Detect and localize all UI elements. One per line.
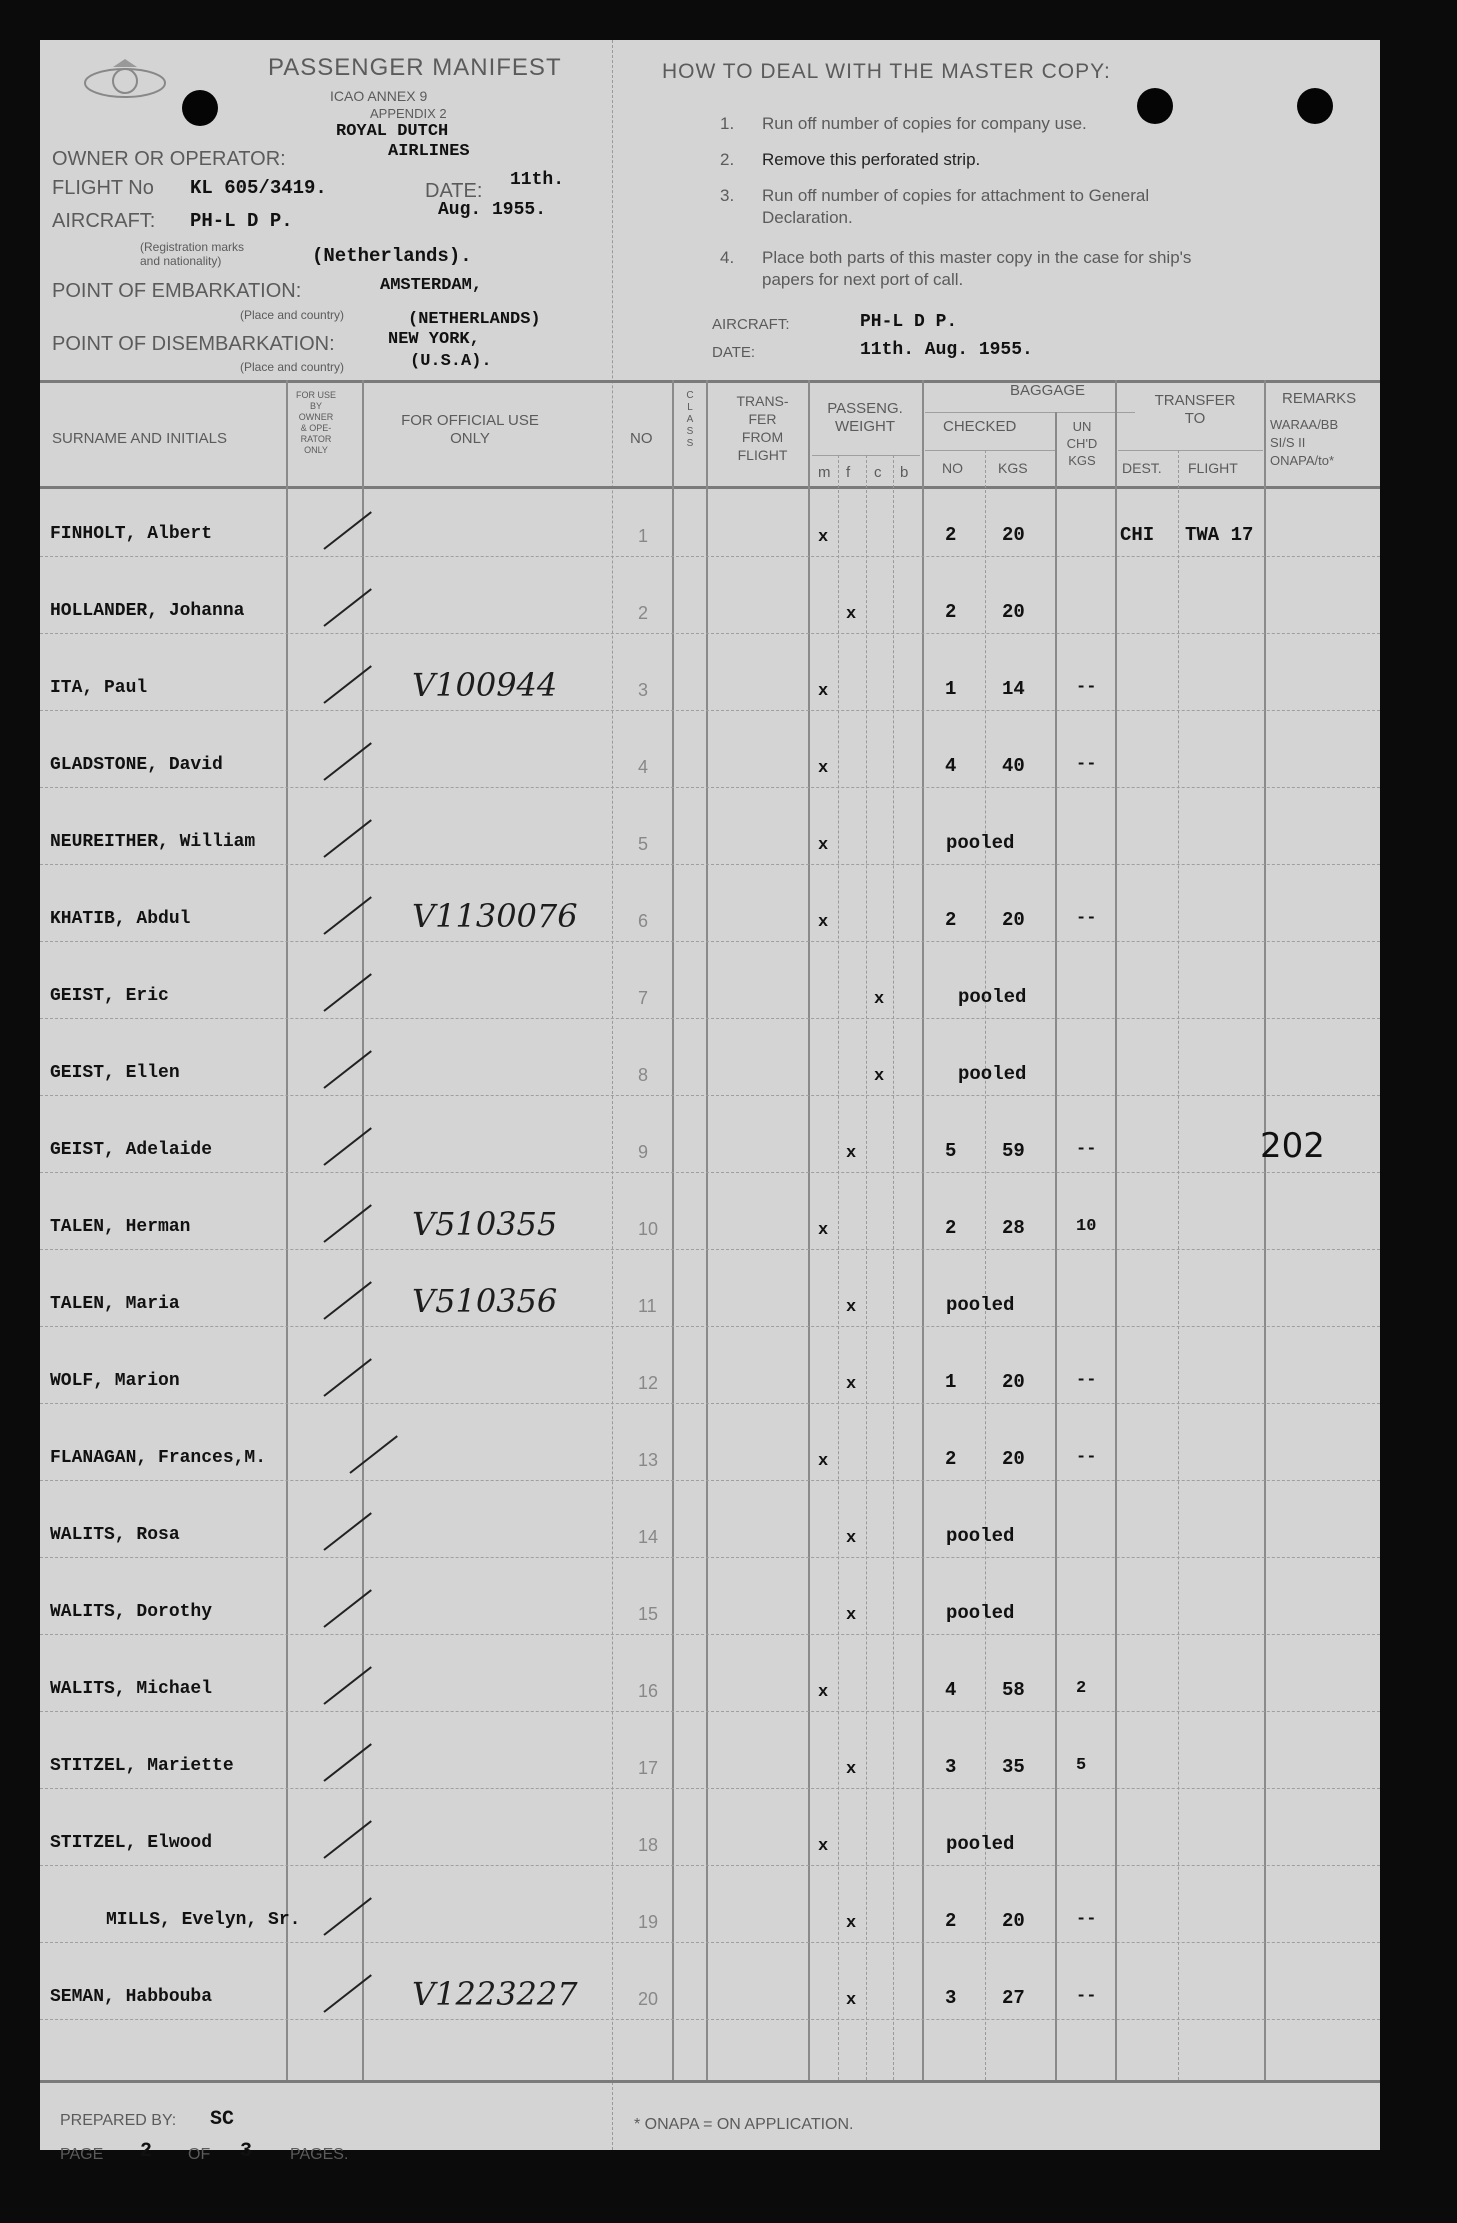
official-use-entry: V100944 <box>412 666 558 704</box>
onapa-note: * ONAPA = ON APPLICATION. <box>634 2116 854 2133</box>
baggage-pooled: pooled <box>946 1833 1015 1855</box>
baggage-kgs: 14 <box>1002 678 1025 700</box>
row-separator <box>40 1249 1380 1250</box>
baggage-unchecked: 5 <box>1076 1756 1087 1775</box>
baggage-kgs: 59 <box>1002 1140 1025 1162</box>
baggage-pooled: pooled <box>946 832 1015 854</box>
row-number: 12 <box>638 1373 659 1393</box>
row-number: 3 <box>638 680 649 700</box>
baggage-unchecked: -- <box>1076 909 1097 928</box>
row-separator <box>40 787 1380 788</box>
owner-check-mark <box>323 1050 372 1089</box>
passenger-name: GEIST, Eric <box>50 986 169 1006</box>
page-value: 2 <box>140 2140 153 2163</box>
weight-sub-f: f <box>846 464 851 481</box>
owner-value-2: AIRLINES <box>388 142 470 161</box>
punch-hole <box>1137 88 1173 124</box>
baggage-count: 2 <box>945 909 957 931</box>
owner-check-mark <box>323 742 372 781</box>
weight-mark: x <box>818 1683 829 1702</box>
strip-date-label: DATE: <box>712 344 756 361</box>
row-number: 14 <box>638 1527 659 1547</box>
row-number: 19 <box>638 1912 659 1932</box>
row-separator <box>40 1018 1380 1019</box>
passenger-name: TALEN, Maria <box>50 1294 180 1314</box>
punch-hole <box>1297 88 1333 124</box>
col-checked: CHECKED <box>943 418 1017 435</box>
instruction-num: 3. <box>720 186 735 205</box>
aircraft-value: PH-L D P. <box>190 210 293 232</box>
row-separator <box>40 1403 1380 1404</box>
prepared-value: SC <box>210 2108 235 2131</box>
baggage-pooled: pooled <box>946 1525 1015 1547</box>
owner-check-mark <box>323 1589 372 1628</box>
strip-aircraft-label: AIRCRAFT: <box>712 316 790 333</box>
row-separator <box>40 1865 1380 1866</box>
passenger-name: GEIST, Ellen <box>50 1063 180 1083</box>
baggage-count: 5 <box>945 1140 957 1162</box>
baggage-unchecked: 10 <box>1076 1217 1097 1236</box>
owner-check-mark <box>323 588 372 627</box>
weight-mark: x <box>818 1452 829 1471</box>
passenger-name: WOLF, Marion <box>50 1371 180 1391</box>
baggage-kgs: 20 <box>1002 1910 1025 1932</box>
col-divider <box>838 455 839 2080</box>
weight-mark: x <box>818 1221 829 1240</box>
col-divider <box>706 380 708 2080</box>
baggage-kgs: 27 <box>1002 1987 1025 2009</box>
klm-crest-logo <box>80 55 170 105</box>
owner-check-mark <box>323 1281 372 1320</box>
passenger-name: STITZEL, Elwood <box>50 1833 213 1853</box>
official-use-entry: V1223227 <box>412 1975 578 2013</box>
baggage-kgs: 20 <box>1002 909 1025 931</box>
remarks-stamp: 202 <box>1260 1126 1325 1166</box>
disembarkation-sub: (Place and country) <box>240 360 345 374</box>
baggage-unchecked: -- <box>1076 678 1097 697</box>
row-separator <box>40 1942 1380 1943</box>
col-divider <box>866 455 867 2080</box>
owner-check-mark <box>323 1204 372 1243</box>
row-number: 2 <box>638 603 649 623</box>
col-owner-use: FOR USE BY OWNER & OPE- RATOR ONLY <box>295 390 336 455</box>
col-divider <box>286 380 288 2080</box>
passenger-name: NEUREITHER, William <box>50 832 256 852</box>
flight-value: KL 605/3419. <box>190 177 327 199</box>
weight-mark: x <box>846 1760 857 1779</box>
strip-date-value: 11th. Aug. 1955. <box>860 340 1033 360</box>
baggage-kgs: 58 <box>1002 1679 1025 1701</box>
owner-check-mark <box>323 1358 372 1397</box>
row-number: 7 <box>638 988 649 1008</box>
disembarkation-label: POINT OF DISEMBARKATION: <box>52 333 335 355</box>
owner-check-mark <box>323 1897 372 1936</box>
instruction-text: Run off number of copies for company use. <box>762 114 1087 133</box>
passenger-name: ITA, Paul <box>50 678 148 698</box>
row-number: 6 <box>638 911 649 931</box>
transfer-dest: CHI <box>1120 524 1155 546</box>
row-number: 18 <box>638 1835 659 1855</box>
baggage-count: 3 <box>945 1756 957 1778</box>
instruction-num: 1. <box>720 114 735 133</box>
col-remarks: REMARKS <box>1282 390 1357 407</box>
col-surname: SURNAME AND INITIALS <box>52 430 228 447</box>
official-use-entry: V510355 <box>412 1205 558 1243</box>
row-separator <box>40 1172 1380 1173</box>
owner-check-mark <box>323 511 372 550</box>
weight-mark: x <box>846 1298 857 1317</box>
col-passenger-weight: PASSENG. WEIGHT <box>827 400 903 435</box>
col-divider <box>808 380 810 2080</box>
embarkation-country: (NETHERLANDS) <box>408 310 541 329</box>
col-unchecked: UN CH'D KGS <box>1066 419 1098 468</box>
baggage-unchecked: 2 <box>1076 1679 1087 1698</box>
instruction-text-cont: Declaration. <box>762 208 853 227</box>
owner-label: OWNER OR OPERATOR: <box>52 148 286 170</box>
baggage-count: 4 <box>945 1679 957 1701</box>
baggage-kgs: 20 <box>1002 524 1025 546</box>
col-divider <box>1264 380 1266 2080</box>
checked-sub-no: NO <box>942 460 963 476</box>
passenger-name: WALITS, Dorothy <box>50 1602 213 1622</box>
of-value: 3 <box>240 2140 253 2163</box>
row-number: 15 <box>638 1604 659 1624</box>
col-divider <box>893 455 894 2080</box>
baggage-count: 2 <box>945 1217 957 1239</box>
baggage-unchecked: -- <box>1076 1371 1097 1390</box>
row-separator <box>40 1095 1380 1096</box>
passenger-name: GEIST, Adelaide <box>50 1140 213 1160</box>
weight-sub-b: b <box>900 464 909 481</box>
passenger-name: GLADSTONE, David <box>50 755 223 775</box>
col-transfer-to: TRANSFER TO <box>1154 392 1236 427</box>
instruction-num: 2. <box>720 150 735 169</box>
row-separator <box>40 710 1380 711</box>
passenger-name: MILLS, Evelyn, Sr. <box>106 1910 301 1930</box>
instruction-text: Run off number of copies for attachment to General <box>762 186 1150 205</box>
baggage-count: 2 <box>945 1910 957 1932</box>
passenger-name: FINHOLT, Albert <box>50 524 213 544</box>
instruction-text-cont: papers for next port of call. <box>762 270 964 289</box>
header-sub-rule <box>925 412 1135 413</box>
instructions-title: HOW TO DEAL WITH THE MASTER COPY: <box>662 60 1111 83</box>
weight-mark: x <box>818 1837 829 1856</box>
weight-mark: x <box>874 990 885 1009</box>
strip-aircraft-value: PH-L D P. <box>860 312 958 332</box>
col-class: C L A S S <box>686 390 694 449</box>
baggage-kgs: 20 <box>1002 1371 1025 1393</box>
col-transfer-from: TRANS- FER FROM FLIGHT <box>736 393 789 463</box>
weight-mark: x <box>846 1991 857 2010</box>
owner-check-mark <box>323 1127 372 1166</box>
table-bottom-rule <box>40 2080 1380 2083</box>
baggage-kgs: 35 <box>1002 1756 1025 1778</box>
weight-mark: x <box>874 1067 885 1086</box>
col-divider <box>672 380 674 2080</box>
table-top-rule <box>40 380 1380 383</box>
date-value-1: 11th. <box>510 170 565 190</box>
registration-note-1: (Registration marks <box>140 240 245 254</box>
embarkation-label: POINT OF EMBARKATION: <box>52 280 302 302</box>
transfer-sub-dest: DEST. <box>1122 460 1162 476</box>
prepared-label: PREPARED BY: <box>60 2112 177 2129</box>
baggage-kgs: 20 <box>1002 1448 1025 1470</box>
row-separator <box>40 633 1380 634</box>
col-divider <box>1178 450 1179 2080</box>
passenger-name: SEMAN, Habbouba <box>50 1987 213 2007</box>
row-number: 4 <box>638 757 649 777</box>
row-separator <box>40 864 1380 865</box>
col-no: NO <box>630 430 653 447</box>
weight-mark: x <box>846 1375 857 1394</box>
passenger-name: HOLLANDER, Johanna <box>50 601 245 621</box>
owner-check-mark <box>323 1743 372 1782</box>
row-number: 1 <box>638 526 649 546</box>
baggage-count: 1 <box>945 678 957 700</box>
baggage-count: 2 <box>945 601 957 623</box>
nationality-value: (Netherlands). <box>312 245 472 267</box>
baggage-pooled: pooled <box>958 1063 1027 1085</box>
row-number: 5 <box>638 834 649 854</box>
baggage-unchecked: -- <box>1076 1987 1097 2006</box>
weight-mark: x <box>846 1529 857 1548</box>
embarkation-value: AMSTERDAM, <box>380 276 483 295</box>
owner-check-mark <box>349 1435 398 1474</box>
row-separator <box>40 1634 1380 1635</box>
weight-mark: x <box>846 1606 857 1625</box>
official-use-entry: V510356 <box>412 1282 558 1320</box>
row-separator <box>40 1557 1380 1558</box>
row-separator <box>40 1711 1380 1712</box>
baggage-pooled: pooled <box>946 1294 1015 1316</box>
embarkation-sub: (Place and country) <box>240 308 345 322</box>
flight-label: FLIGHT No <box>52 177 154 199</box>
checked-sub-kgs: KGS <box>998 460 1028 476</box>
row-separator <box>40 941 1380 942</box>
official-use-entry: V1130076 <box>412 897 578 935</box>
owner-check-mark <box>323 819 372 858</box>
weight-mark: x <box>818 682 829 701</box>
icao-annex: ICAO ANNEX 9 <box>330 88 428 104</box>
row-number: 8 <box>638 1065 649 1085</box>
owner-check-mark <box>323 665 372 704</box>
date-value-2: Aug. 1955. <box>438 200 547 220</box>
owner-check-mark <box>323 1974 372 2013</box>
baggage-pooled: pooled <box>946 1602 1015 1624</box>
disembarkation-value: NEW YORK, <box>388 330 480 349</box>
row-number: 13 <box>638 1450 659 1470</box>
row-number: 9 <box>638 1142 649 1162</box>
weight-mark: x <box>818 759 829 778</box>
appendix-line: APPENDIX 2 <box>370 106 447 121</box>
punch-hole <box>182 90 218 126</box>
header-bottom-rule <box>40 486 1380 489</box>
owner-check-mark <box>323 1820 372 1859</box>
col-divider <box>1055 412 1057 2080</box>
owner-check-mark <box>323 896 372 935</box>
owner-check-mark <box>323 973 372 1012</box>
col-remarks-sub: WARAA/BB SI/S II ONAPA/to* <box>1270 417 1339 468</box>
weight-mark: x <box>846 1914 857 1933</box>
page-label: PAGE <box>60 2146 104 2163</box>
row-separator <box>40 1326 1380 1327</box>
baggage-pooled: pooled <box>958 986 1027 1008</box>
instruction-text: Remove this perforated strip. <box>762 150 981 169</box>
baggage-count: 4 <box>945 755 957 777</box>
manifest-title: PASSENGER MANIFEST <box>268 54 562 81</box>
col-divider <box>922 380 924 2080</box>
weight-mark: x <box>818 913 829 932</box>
aircraft-label: AIRCRAFT: <box>52 210 156 232</box>
col-baggage: BAGGAGE <box>1010 382 1086 399</box>
passenger-name: STITZEL, Mariette <box>50 1756 234 1776</box>
instruction-num: 4. <box>720 248 735 267</box>
baggage-count: 3 <box>945 1987 957 2009</box>
passenger-name: WALITS, Michael <box>50 1679 213 1699</box>
manifest-page <box>40 40 1380 2163</box>
passenger-name: WALITS, Rosa <box>50 1525 180 1545</box>
weight-sub-m: m <box>818 464 831 481</box>
baggage-unchecked: -- <box>1076 755 1097 774</box>
header-sub-rule <box>1118 450 1263 451</box>
weight-mark: x <box>818 836 829 855</box>
date-label: DATE: <box>425 180 483 202</box>
weight-mark: x <box>846 605 857 624</box>
passenger-name: KHATIB, Abdul <box>50 909 191 929</box>
baggage-count: 2 <box>945 524 957 546</box>
of-label: OF <box>188 2146 211 2163</box>
weight-sub-c: c <box>874 464 882 481</box>
baggage-kgs: 20 <box>1002 601 1025 623</box>
baggage-unchecked: -- <box>1076 1448 1097 1467</box>
passenger-name: FLANAGAN, Frances,M. <box>50 1448 267 1468</box>
row-separator <box>40 556 1380 557</box>
disembarkation-country: (U.S.A). <box>410 352 492 371</box>
passenger-name: TALEN, Herman <box>50 1217 191 1237</box>
col-divider <box>1115 380 1117 2080</box>
pages-label: PAGES. <box>290 2146 349 2163</box>
row-number: 20 <box>638 1989 659 2009</box>
row-separator <box>40 2019 1380 2020</box>
baggage-count: 2 <box>945 1448 957 1470</box>
row-number: 16 <box>638 1681 659 1701</box>
header-sub-rule <box>925 450 1055 451</box>
baggage-unchecked: -- <box>1076 1910 1097 1929</box>
baggage-kgs: 40 <box>1002 755 1025 777</box>
owner-check-mark <box>323 1512 372 1551</box>
owner-check-mark <box>323 1666 372 1705</box>
weight-mark: x <box>818 528 829 547</box>
col-official-use: FOR OFFICIAL USE ONLY <box>401 412 539 447</box>
baggage-count: 1 <box>945 1371 957 1393</box>
baggage-unchecked: -- <box>1076 1140 1097 1159</box>
row-number: 10 <box>638 1219 659 1239</box>
registration-note-2: and nationality) <box>140 254 222 268</box>
row-separator <box>40 1480 1380 1481</box>
instruction-text: Place both parts of this master copy in the case for ship's <box>762 248 1192 267</box>
row-separator <box>40 1788 1380 1789</box>
row-number: 17 <box>638 1758 659 1778</box>
row-number: 11 <box>638 1296 657 1316</box>
owner-value-1: ROYAL DUTCH <box>336 122 449 141</box>
transfer-sub-flight: FLIGHT <box>1188 460 1238 476</box>
transfer-flight: TWA 17 <box>1185 524 1254 546</box>
baggage-kgs: 28 <box>1002 1217 1025 1239</box>
weight-mark: x <box>846 1144 857 1163</box>
